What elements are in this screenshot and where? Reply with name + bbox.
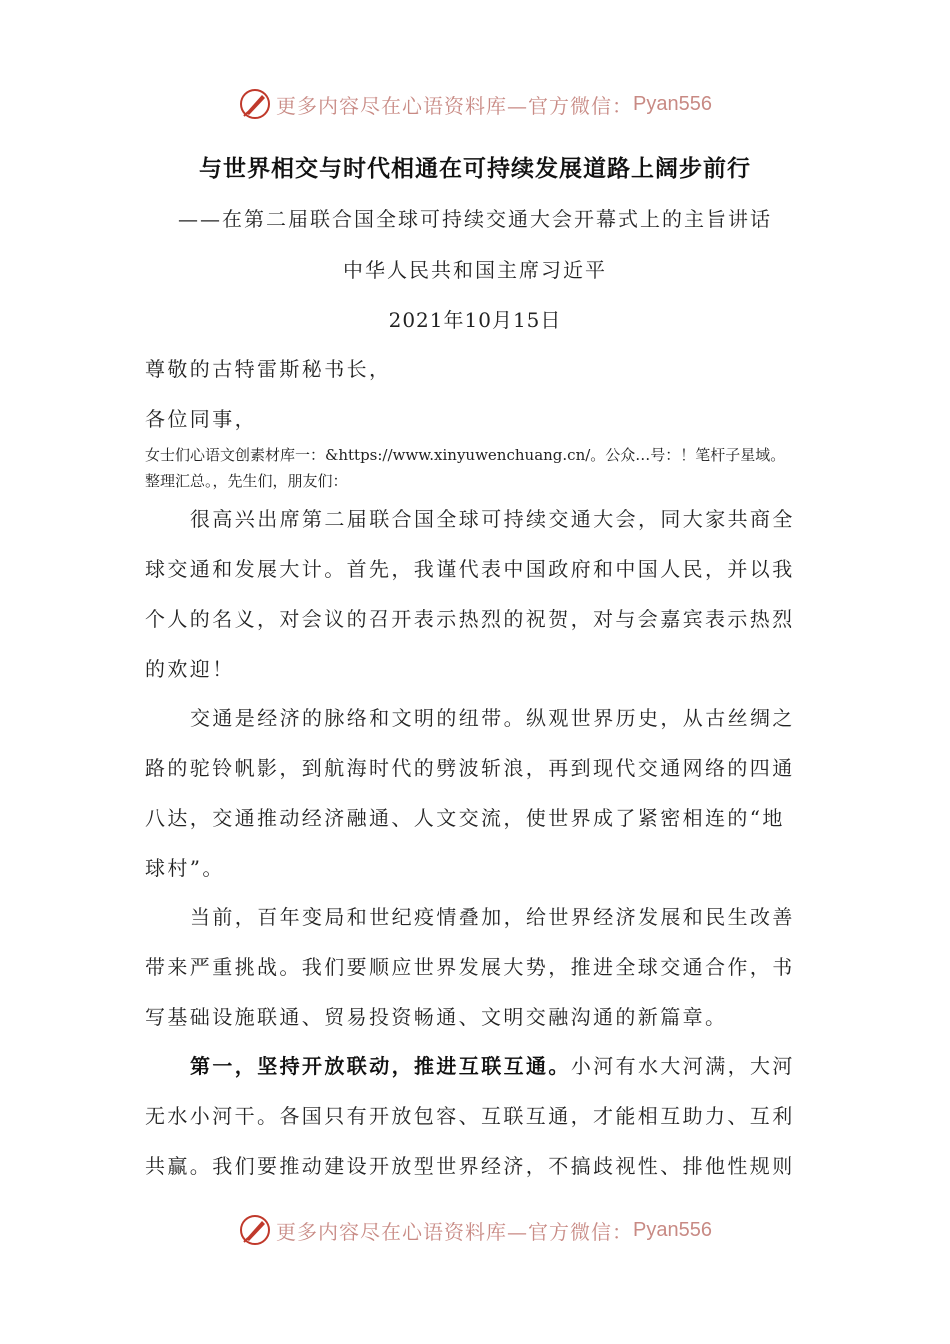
inserted-note xyxy=(145,442,815,494)
salutation-line: 尊敬的古特雷斯秘书长， xyxy=(145,357,392,381)
banner-wechat-id: Pyan556 xyxy=(633,92,712,115)
paragraph-line: 无水小河干。各国只有开放包容、互联互通，才能相互助力、互利 xyxy=(145,1104,795,1128)
paragraph-line: 写基础设施联通、贸易投资畅通、文明交融沟通的新篇章。 xyxy=(145,1005,728,1029)
document-title: 与世界相交与时代相通在可持续发展道路上阔步前行 xyxy=(199,155,751,182)
salutation-line: 各位同事， xyxy=(145,407,257,431)
document-author: 中华人民共和国主席习近平 xyxy=(343,258,607,282)
footer-banner xyxy=(0,1208,950,1252)
paragraph-line: 当前，百年变局和世纪疫情叠加，给世界经济发展和民生改善 xyxy=(190,905,795,929)
paragraph-line xyxy=(145,1041,807,1091)
note-line: 女士们心语文创素材库一：&https://www.xinyuwenchuang.cn/。公众…号：！笔杆子星域。 xyxy=(145,446,786,464)
banner-text: 更多内容尽在心语资料库—官方微信： xyxy=(276,1219,634,1244)
paragraph-line: 八达，交通推动经济融通、人文交流，使世界成了紧密相连的“地 xyxy=(145,806,785,830)
banner-text: 更多内容尽在心语资料库—官方微信： xyxy=(276,93,634,118)
banner-wechat-id: Pyan556 xyxy=(633,1218,712,1241)
header-banner xyxy=(0,82,950,126)
document-date: 2021年10月15日 xyxy=(388,308,562,332)
paragraph-line: 球交通和发展大计。首先，我谨代表中国政府和中国人民，并以我 xyxy=(145,557,795,581)
quill-logo-icon xyxy=(238,87,272,121)
document-subtitle: ——在第二届联合国全球可持续交通大会开幕式上的主旨讲话 xyxy=(178,207,772,231)
paragraph-line: 球村”。 xyxy=(145,856,225,880)
note-line: 整理汇总。，先生们，朋友们： xyxy=(145,472,348,490)
paragraph-text: 小河有水大河满，大河 xyxy=(570,1054,795,1078)
paragraph-4 xyxy=(145,1041,807,1191)
paragraph-2 xyxy=(145,693,807,893)
quill-logo-icon xyxy=(238,1213,272,1247)
paragraph-1 xyxy=(145,494,807,694)
paragraph-line: 个人的名义，对会议的召开表示热烈的祝贺，对与会嘉宾表示热烈 xyxy=(145,607,795,631)
paragraph-3 xyxy=(145,892,807,1042)
paragraph-line: 共赢。我们要推动建设开放型世界经济，不搞歧视性、排他性规则 xyxy=(145,1154,795,1178)
paragraph-line: 交通是经济的脉络和文明的纽带。纵观世界历史，从古丝绸之 xyxy=(190,706,795,730)
paragraph-lead-bold: 第一，坚持开放联动，推进互联互通。 xyxy=(190,1054,571,1078)
paragraph-line: 路的驼铃帆影，到航海时代的劈波斩浪，再到现代交通网络的四通 xyxy=(145,756,795,780)
paragraph-line: 的欢迎！ xyxy=(145,657,235,681)
salutation xyxy=(145,344,807,444)
paragraph-line: 很高兴出席第二届联合国全球可持续交通大会，同大家共商全 xyxy=(190,507,795,531)
paragraph-line: 带来严重挑战。我们要顺应世界发展大势，推进全球交通合作，书 xyxy=(145,955,795,979)
